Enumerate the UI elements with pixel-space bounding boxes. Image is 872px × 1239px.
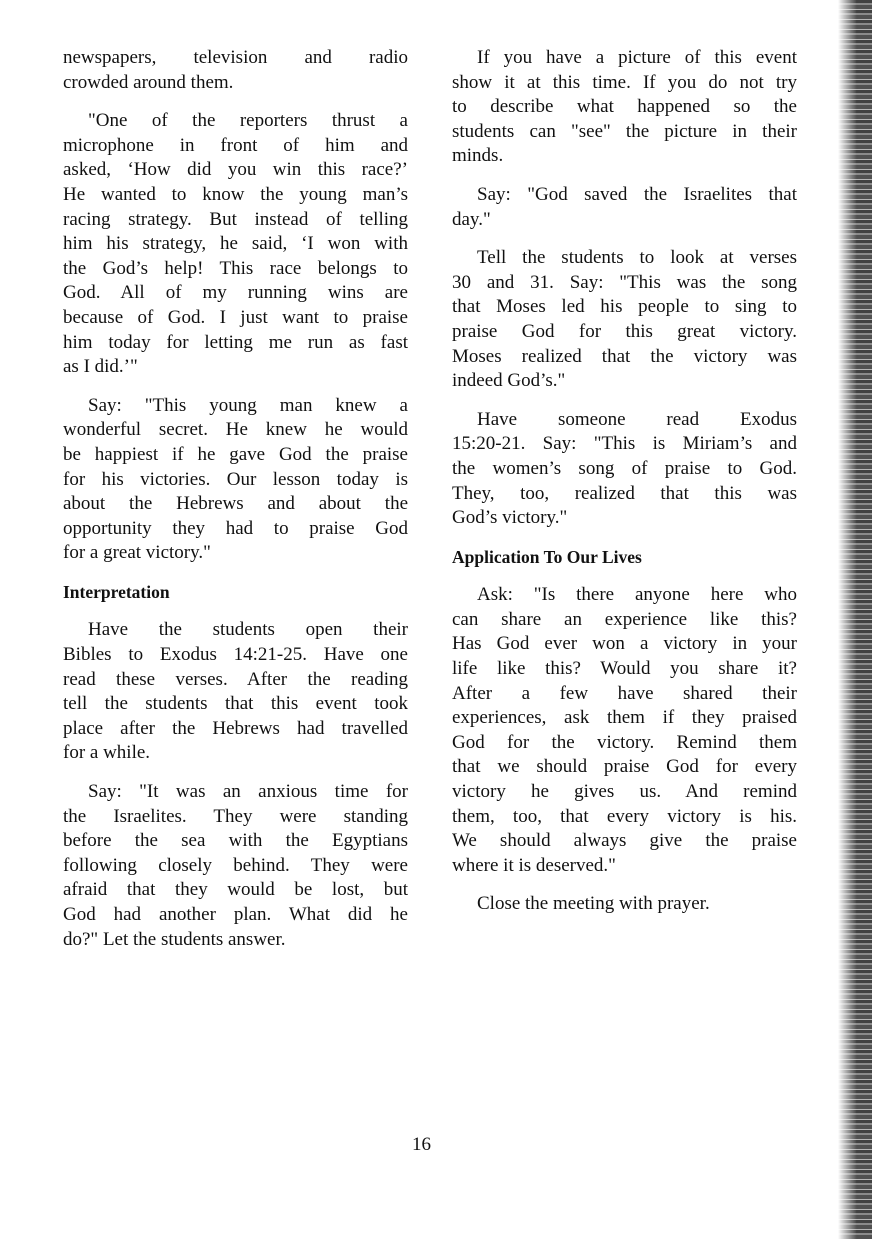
text-line: God’s victory." (452, 507, 568, 529)
text-line: We should always give the praise (452, 830, 797, 852)
text-line: After a few have shared their (452, 682, 797, 704)
paragraph (63, 618, 408, 766)
text-line: tell the students that this event took (63, 693, 408, 715)
text-line: following closely behind. They were (63, 854, 408, 876)
text-line: microphone in front of him and (63, 134, 408, 156)
text-line: opportunity they had to praise God (63, 517, 408, 539)
text-line: that Moses led his people to sing to (452, 296, 797, 318)
paragraph (452, 583, 797, 878)
text-line: place after the Hebrews had travelled (63, 717, 408, 739)
text-line: 15:20-21. Say: "This is Miriam’s and (452, 433, 797, 455)
page-number: 16 (412, 1134, 431, 1155)
paragraph (63, 109, 408, 380)
text-line: Say: "God saved the Israelites that (477, 183, 797, 205)
text-line: Ask: "Is there anyone here who (477, 584, 797, 606)
text-line: as I did.’" (63, 356, 138, 378)
text-line: the God’s help! This race belongs to (63, 257, 408, 279)
text-line: the women’s song of praise to God. (452, 457, 797, 479)
text-line: can share an experience like this? (452, 608, 797, 630)
text-line: for a great victory." (63, 542, 211, 564)
text-line: him his strategy, he said, ‘I won with (63, 233, 408, 255)
paragraph (452, 246, 797, 394)
text-line: victory he gives us. And remind (452, 781, 797, 803)
text-line: asked, ‘How did you win this race?’ (63, 159, 408, 181)
text-line: him today for letting me run as fast (63, 331, 408, 353)
text-line: about the Hebrews and about the (63, 493, 408, 515)
text-line: God. All of my running wins are (63, 282, 408, 304)
text-line: 30 and 31. Say: "This was the song (452, 271, 797, 293)
text-line: "One of the reporters thrust a (88, 110, 408, 132)
text-line: read these verses. After the reading (63, 668, 408, 690)
text-line: praise God for this great victory. (452, 320, 797, 342)
text-line: Have someone read Exodus (477, 408, 797, 430)
text-line: Close the meeting with prayer. (477, 893, 710, 915)
paragraph (452, 183, 797, 232)
paragraph (452, 46, 797, 169)
right-column (452, 46, 797, 931)
text-line: newspapers, television and radio (63, 47, 408, 68)
text-line: afraid that they would be lost, but (63, 879, 408, 901)
scan-binding-edge (838, 0, 872, 1239)
paragraph (452, 408, 797, 531)
paragraph (63, 780, 408, 952)
section-heading: Application To Our Lives (452, 546, 642, 567)
text-line: racing strategy. But instead of telling (63, 208, 408, 230)
text-line: If you have a picture of this event (477, 47, 797, 68)
text-line: that we should praise God for every (452, 756, 797, 778)
paragraph (63, 394, 408, 566)
text-line: before the sea with the Egyptians (63, 830, 408, 852)
text-line: life like this? Would you share it? (452, 658, 797, 680)
text-line: Have the students open their (88, 619, 408, 641)
text-line: wonderful secret. He knew he would (63, 419, 408, 441)
text-line: Moses realized that the victory was (452, 345, 797, 367)
text-line: crowded around them. (63, 71, 234, 93)
text-line: indeed God’s." (452, 370, 566, 392)
text-line: them, too, that every victory is his. (452, 805, 797, 827)
paragraph (452, 892, 797, 917)
text-line: Tell the students to look at verses (477, 247, 797, 269)
text-line: for a while. (63, 742, 151, 764)
text-line: Say: "It was an anxious time for (88, 781, 408, 803)
paragraph (63, 46, 408, 95)
text-line: experiences, ask them if they praised (452, 707, 797, 729)
text-line: minds. (452, 145, 504, 167)
text-line: They, too, realized that this was (452, 482, 797, 504)
text-line: Bibles to Exodus 14:21-25. Have one (63, 644, 408, 666)
text-line: Has God ever won a victory in your (452, 633, 797, 655)
text-line: because of God. I just want to praise (63, 306, 408, 328)
section-heading: Interpretation (63, 581, 170, 602)
text-line: do?" Let the students answer. (63, 928, 286, 950)
text-line: Say: "This young man knew a (88, 394, 408, 416)
text-line: day." (452, 208, 491, 230)
text-line: the Israelites. They were standing (63, 805, 408, 827)
text-line: for his victories. Our lesson today is (63, 468, 408, 490)
text-line: show it at this time. If you do not try (452, 71, 797, 93)
text-line: God had another plan. What did he (63, 904, 408, 925)
text-line: students can "see" the picture in their (452, 120, 797, 142)
text-line: God for the victory. Remind them (452, 731, 797, 753)
text-line: where it is deserved." (452, 854, 616, 876)
text-line: to describe what happened so the (452, 96, 797, 118)
text-line: be happiest if he gave God the praise (63, 443, 408, 465)
left-column (63, 46, 408, 966)
text-line: He wanted to know the young man’s (63, 183, 408, 205)
